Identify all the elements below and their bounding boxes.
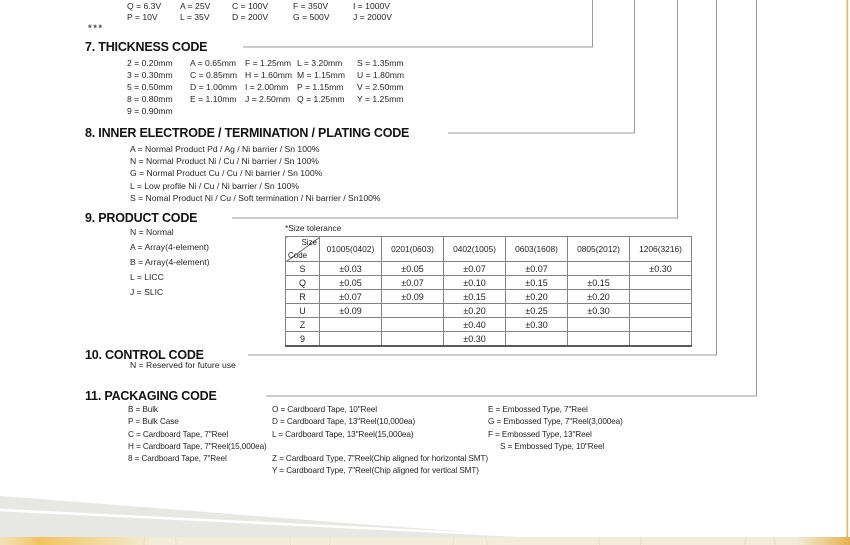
thickness-row [127,105,404,117]
tolerance-cell [630,332,692,347]
footnote-marker: *** [88,23,104,34]
thickness-code: 9 = 0.90mm [127,106,173,117]
thickness-code: J = 2.50mm [245,94,291,105]
packaging-code: Z = Cardboard Type, 7"Reel(Chip aligned for horizontal SMT) [272,454,488,464]
row-code: S [286,262,320,276]
tolerance-cell [506,332,568,347]
plating-code: G = Normal Product Cu / Cu / Ni barrier / Sn 100% [130,168,323,179]
tolerance-cell [568,332,630,347]
thickness-code: P = 1.15mm [297,82,344,93]
thickness-code: 3 = 0.30mm [127,70,173,81]
table-row [286,262,692,276]
packaging-code: G = Embossed Type, 7"Reel(3,000ea) [488,417,623,427]
packaging-column-3 [488,404,623,453]
column-header: 0805(2012) [568,237,630,262]
thickness-code: U = 1.80mm [357,70,405,81]
voltage-code: A = 25V [180,1,211,11]
right-accent-rule [846,0,848,545]
tolerance-cell [320,318,382,332]
packaging-code: Y = Cardboard Type, 7"Reel(Chip aligned for vertical SMT) [272,466,479,476]
thickness-code: Y = 1.25mm [357,94,404,105]
voltage-code: F = 350V [293,1,329,11]
thickness-row [127,93,404,105]
packaging-code: 8 = Cardboard Tape, 7"Reel [128,454,227,464]
row-code: U [286,304,320,318]
product-code: A = Array(4-element) [130,242,210,252]
tolerance-cell: ±0.30 [568,304,630,318]
row-code: Z [286,318,320,332]
voltage-row [127,1,392,12]
packaging-code: P = Bulk Case [128,417,179,427]
tolerance-cell: ±0.15 [506,276,568,290]
packaging-code: F = Embossed Type, 13"Reel [488,429,592,439]
packaging-code: H = Cardboard Tape, 7"Reel(15,000ea) [128,441,267,451]
tolerance-cell [630,318,692,332]
row-code: 9 [286,332,320,347]
tolerance-cell: ±0.03 [320,262,382,276]
bottom-band [0,537,850,545]
thickness-code: F = 1.25mm [245,58,292,68]
tolerance-cell [630,304,692,318]
tolerance-cell [382,318,444,332]
tolerance-cell: ±0.15 [568,276,630,290]
tolerance-cell: ±0.07 [444,262,506,276]
connector-section-8 [448,0,635,133]
column-header: 0603(1608) [506,237,568,262]
band-circle-pattern [144,519,775,545]
thickness-code: A = 0.65mm [190,58,237,68]
corner-code-label: Code [288,251,308,260]
corner-size-label: Size [301,238,317,247]
product-code: B = Array(4-element) [130,257,210,267]
packaging-code: E = Embossed Type, 7"Reel [488,405,588,414]
thickness-code: C = 0.85mm [190,70,238,81]
voltage-code: D = 200V [232,12,269,22]
tolerance-cell [630,290,692,304]
control-code-list [130,359,236,371]
packaging-column-1 [128,404,267,465]
column-header: 0402(1005) [444,237,506,262]
thickness-code: D = 1.00mm [190,82,238,93]
column-header: 1206(3216) [630,237,692,262]
voltage-code: Q = 6.3V [127,1,162,11]
row-code: R [286,290,320,304]
packaging-code: S = Embossed Type, 10"Reel [500,441,605,451]
control-code: N = Reserved for future use [130,360,236,370]
thickness-code: 8 = 0.80mm [127,94,173,105]
tolerance-cell: ±0.25 [506,304,568,318]
column-header: 0201(0603) [382,237,444,262]
tolerance-cell [630,276,692,290]
product-code-list [130,225,210,300]
table-row [286,318,692,332]
table-row [286,304,692,318]
tolerance-cell [382,332,444,347]
voltage-code-list [127,1,392,23]
voltage-row [127,12,392,23]
section-7-heading: 7. THICKNESS CODE [85,40,208,54]
plating-code: L = Low profile Ni / Cu / Ni barrier / Sn 100% [130,180,300,191]
packaging-column-2 [272,404,488,478]
plating-code: S = Nomal Product Ni / Cu / Soft termination / Ni barrier / Sn100% [130,192,381,203]
size-tolerance-table [285,236,692,347]
tolerance-cell: ±0.10 [444,276,506,290]
size-tolerance-label: *Size tolerance [285,223,342,233]
thickness-row [127,81,404,93]
voltage-code: J = 2000V [353,12,392,22]
thickness-code: I = 2.00mm [245,82,289,93]
voltage-code: P = 10V [127,12,158,22]
thickness-code [245,105,297,117]
tolerance-cell: ±0.40 [444,318,506,332]
product-code: J = SLIC [130,287,164,297]
tolerance-cell: ±0.07 [506,262,568,276]
product-code: N = Normal [130,227,174,237]
thickness-code [190,105,245,117]
tolerance-cell: ±0.20 [444,304,506,318]
voltage-code: G = 500V [293,12,330,22]
column-header: 01005(0402) [320,237,382,262]
tolerance-cell: ±0.15 [444,290,506,304]
tolerance-cell [568,262,630,276]
tolerance-cell: ±0.05 [320,276,382,290]
tolerance-cell [568,318,630,332]
tolerance-cell: ±0.07 [320,290,382,304]
thickness-code: M = 1.15mm [297,70,345,81]
table-row [286,290,692,304]
thickness-row [127,69,404,81]
thickness-code: E = 1.10mm [190,94,237,105]
bottom-swoosh [0,496,545,537]
swoosh-highlight [0,510,545,537]
packaging-code: O = Cardboard Tape, 10"Reel [272,405,377,414]
tolerance-cell: ±0.30 [506,318,568,332]
thickness-code: S = 1.35mm [357,58,404,68]
plating-code: A = Normal Product Pd / Ag / Ni barrier / Sn 100% [130,144,320,154]
packaging-code: D = Cardboard Tape, 13"Reel(10,000ea) [272,417,416,427]
thickness-code [297,105,357,117]
thickness-code-list [127,57,404,117]
tolerance-cell: ±0.30 [630,262,692,276]
packaging-code: B = Bulk [128,405,158,414]
table-corner-cell [286,237,320,262]
table-row [286,276,692,290]
plating-code: N = Normal Product Ni / Cu / Ni barrier / Sn 100% [130,156,319,167]
section-8-heading: 8. INNER ELECTRODE / TERMINATION / PLATING CODE [85,126,410,140]
packaging-code: L = Cardboard Tape, 13"Reel(15,000ea) [272,429,414,439]
thickness-code: 2 = 0.20mm [127,58,173,68]
band-gold-glow-right [795,537,850,545]
voltage-code: C = 100V [232,1,269,11]
tolerance-cell: ±0.30 [444,332,506,347]
table-row [286,332,692,347]
table-header-row [286,237,692,262]
voltage-code: I = 1000V [353,1,391,11]
section-10-heading: 10. CONTROL CODE [85,348,204,362]
tolerance-cell: ±0.09 [382,290,444,304]
row-code: Q [286,276,320,290]
packaging-spacer [272,441,488,453]
packaging-code: C = Cardboard Tape, 7"Reel [128,429,229,439]
tolerance-cell: ±0.05 [382,262,444,276]
tolerance-cell [382,304,444,318]
tolerance-cell: ±0.09 [320,304,382,318]
thickness-row [127,57,404,69]
thickness-code: H = 1.60mm [245,70,293,81]
product-code: L = LICC [130,272,164,282]
tolerance-cell: ±0.20 [568,290,630,304]
thickness-code: 5 = 0.50mm [127,82,173,93]
plating-code-list [130,143,381,204]
tolerance-cell: ±0.07 [382,276,444,290]
tolerance-cell [320,332,382,347]
band-gold-glow-left [0,537,155,545]
voltage-code: L = 35V [180,12,210,22]
thickness-code: Q = 1.25mm [297,94,345,105]
thickness-code: V = 2.50mm [357,82,404,93]
section-9-heading: 9. PRODUCT CODE [85,211,198,225]
thickness-code: L = 3.20mm [297,58,343,68]
tolerance-cell: ±0.20 [506,290,568,304]
section-11-heading: 11. PACKAGING CODE [85,389,217,403]
